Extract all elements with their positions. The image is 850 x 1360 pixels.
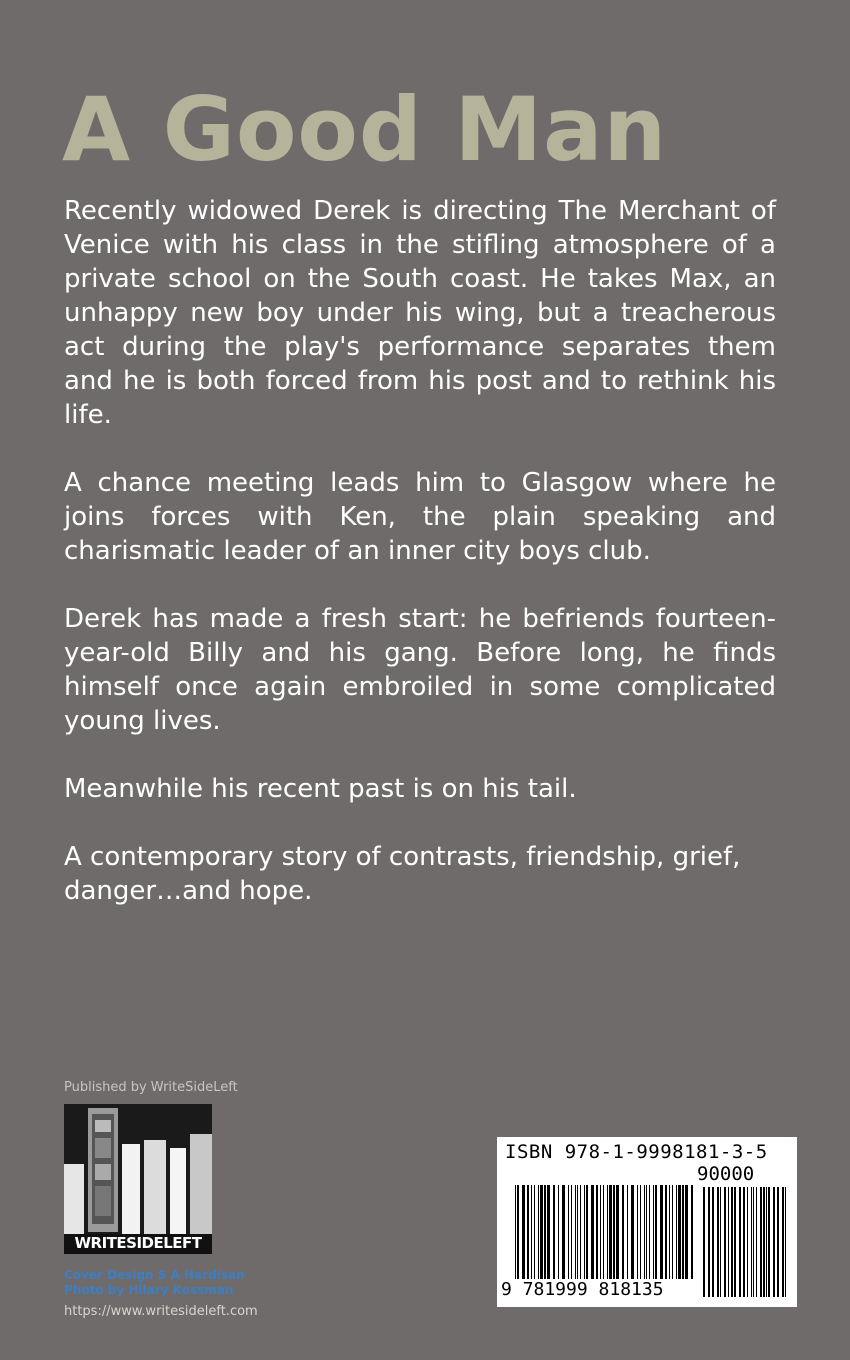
- barcode-bar: [544, 1185, 546, 1279]
- barcode-bar: [586, 1185, 588, 1279]
- logo-text: WRITESIDELEFT: [74, 1234, 202, 1252]
- ean-digits: 9 781999 818135: [501, 1279, 664, 1300]
- barcode-bar: [676, 1185, 677, 1279]
- blurb-paragraph: Recently widowed Derek is directing The Merchant of Venice with his class in the stifling atmosphere of a private school on the South coast. He takes Max, an unhappy new boy under his wing, but a treacherous act during the play's performance separates them and he is both forced from his post and to rethink his life.: [64, 196, 776, 430]
- price-code: 90000: [697, 1163, 755, 1185]
- barcode-bar: [596, 1185, 598, 1279]
- barcode-bar: [562, 1185, 565, 1279]
- barcode-bar: [571, 1185, 572, 1279]
- publisher-logo: [64, 1104, 212, 1254]
- barcode-bar: [613, 1185, 615, 1279]
- barcode-bar: [728, 1187, 729, 1297]
- barcode-bar: [734, 1187, 736, 1297]
- credits: [64, 1268, 245, 1298]
- barcode-bar: [717, 1187, 719, 1297]
- barcode-bar: [766, 1187, 767, 1297]
- barcode-bar: [568, 1185, 569, 1279]
- barcode-bar: [678, 1185, 681, 1279]
- barcode-bar: [751, 1187, 752, 1297]
- books-photo-icon: [64, 1104, 212, 1234]
- barcode-bar: [534, 1185, 535, 1279]
- barcode-bar: [558, 1185, 559, 1279]
- barcode-bar: [577, 1185, 578, 1279]
- blurb-paragraph: A contemporary story of contrasts, friendship, grief, danger…and hope.: [64, 842, 741, 906]
- book-title: A Good Man: [62, 78, 668, 181]
- barcode-bar: [603, 1185, 604, 1279]
- barcode-bar: [515, 1185, 516, 1279]
- barcode-bar: [622, 1185, 624, 1279]
- barcode-bar: [627, 1185, 628, 1279]
- barcode-bar: [703, 1187, 705, 1297]
- barcode-bar: [785, 1187, 786, 1297]
- barcode-bar: [669, 1185, 670, 1279]
- barcode-bar: [768, 1187, 770, 1297]
- website-url: https://www.writesideleft.com: [64, 1304, 258, 1319]
- barcode-bar: [655, 1185, 657, 1279]
- barcode-bar: [720, 1187, 721, 1297]
- barcode-bar: [607, 1185, 608, 1279]
- barcode-bar: [782, 1187, 784, 1297]
- barcode-bar: [712, 1187, 714, 1297]
- barcode-bar: [591, 1185, 594, 1279]
- barcode-bar: [640, 1185, 641, 1279]
- barcode-bar: [682, 1185, 684, 1279]
- barcode-bar: [531, 1185, 532, 1279]
- barcode-bar: [527, 1185, 529, 1279]
- barcode-bar: [553, 1185, 555, 1279]
- barcode-bar: [685, 1185, 688, 1279]
- blurb-paragraph: Derek has made a fresh start: he befriends fourteen-year-old Billy and his gang. Before long, he finds himself once again embroiled in some complicated young lives.: [64, 604, 776, 736]
- barcode-bar: [631, 1185, 634, 1279]
- barcode-bar: [517, 1185, 519, 1279]
- barcode-bar: [609, 1185, 612, 1279]
- barcode-bar: [691, 1185, 693, 1279]
- barcode-bar: [672, 1185, 673, 1279]
- barcode-bar: [763, 1187, 765, 1297]
- barcode-bar: [653, 1185, 654, 1279]
- barcode-bar: [538, 1185, 539, 1279]
- barcode-bar: [580, 1185, 581, 1279]
- barcode-bar: [616, 1185, 619, 1279]
- barcode-bar: [644, 1185, 645, 1279]
- blurb-paragraph: A chance meeting leads him to Glasgow where he joins forces with Ken, the plain speaking and charismatic leader of an inner city boys club.: [64, 468, 776, 566]
- barcode-bar: [760, 1187, 762, 1297]
- publisher-line: Published by WriteSideLeft: [64, 1080, 238, 1095]
- blurb-paragraph: Meanwhile his recent past is on his tail.: [64, 774, 577, 804]
- barcode-bar: [756, 1187, 757, 1297]
- barcode-bar: [637, 1185, 638, 1279]
- barcode-bar: [773, 1187, 775, 1297]
- barcode-bar: [731, 1187, 733, 1297]
- isbn-barcode: [497, 1137, 797, 1307]
- barcode-bar: [600, 1185, 601, 1279]
- barcode-bar: [777, 1187, 779, 1297]
- barcode-bar: [540, 1185, 543, 1279]
- barcode-bar: [743, 1187, 745, 1297]
- barcode-bar: [665, 1185, 667, 1279]
- barcode-bar: [724, 1187, 726, 1297]
- barcode-bar: [547, 1185, 550, 1279]
- barcode-bar: [522, 1185, 525, 1279]
- blurb: [64, 194, 776, 942]
- photo-credit: Photo by Hilary Kossman: [64, 1283, 234, 1297]
- barcode-bar: [649, 1185, 650, 1279]
- cover-design-credit: Cover Design S A Hardisan: [64, 1268, 245, 1282]
- barcode-bar: [753, 1187, 754, 1297]
- barcode-bar: [739, 1187, 741, 1297]
- isbn-label: ISBN 978-1-9998181-3-5: [505, 1141, 768, 1163]
- barcode-bar: [660, 1185, 663, 1279]
- barcode-bar: [708, 1187, 710, 1297]
- barcode-bar: [584, 1185, 585, 1279]
- barcode-bar: [747, 1187, 748, 1297]
- barcode-bar: [646, 1185, 647, 1279]
- barcode-bar: [575, 1185, 576, 1279]
